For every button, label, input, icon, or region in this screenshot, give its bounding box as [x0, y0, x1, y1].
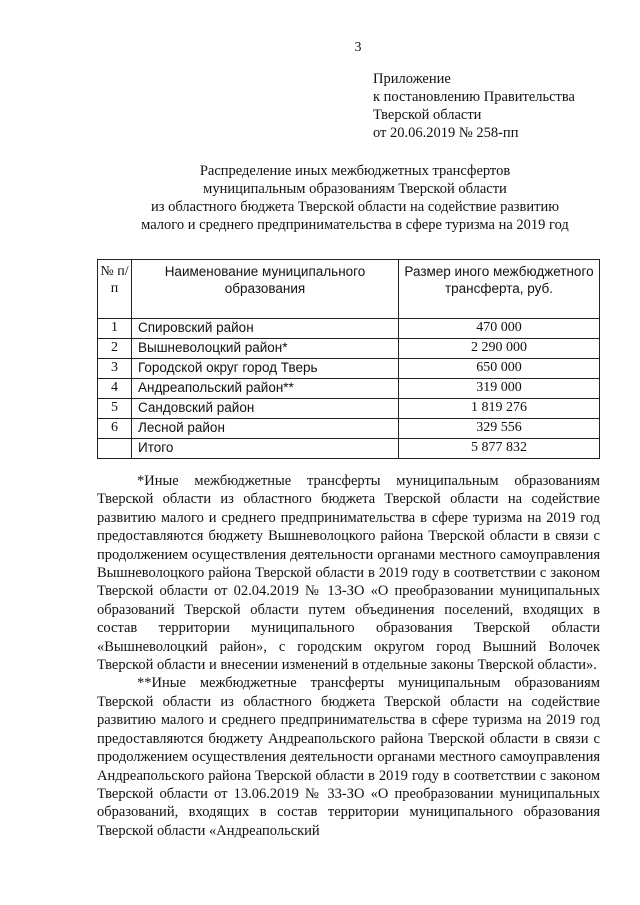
title-line: Распределение иных межбюджетных трансфертов: [199, 163, 511, 179]
title-line: из областного бюджета Тверской области на содействие развитию: [150, 199, 560, 215]
row-num: 2: [98, 339, 132, 359]
row-name: Спировский район: [132, 319, 399, 339]
row-name: Лесной район: [132, 419, 399, 439]
appendix-header: [373, 70, 575, 142]
row-name: Вышневолоцкий район*: [132, 339, 399, 359]
row-num: 6: [98, 419, 132, 439]
row-num: 5: [98, 399, 132, 419]
distribution-table: [97, 259, 600, 459]
row-num: 3: [98, 359, 132, 379]
appendix-line: Приложение: [373, 71, 451, 87]
row-name: Андреапольский район**: [132, 379, 399, 399]
row-amount: 5 877 832: [399, 439, 600, 459]
row-name: Итого: [132, 439, 399, 459]
row-amount: 2 290 000: [399, 339, 600, 359]
row-name: Городской округ город Тверь: [132, 359, 399, 379]
row-amount: 650 000: [399, 359, 600, 379]
header-amount: Размер иного межбюджетного трансферта, руб.: [399, 260, 600, 319]
table-row: [98, 359, 600, 379]
row-num: [98, 439, 132, 459]
table-row: [98, 319, 600, 339]
table-row: [98, 379, 600, 399]
row-num: 1: [98, 319, 132, 339]
row-num: 4: [98, 379, 132, 399]
title-line: муниципальным образованиям Тверской области: [203, 181, 507, 197]
appendix-line: от 20.06.2019 № 258-пп: [373, 125, 519, 141]
appendix-line: Тверской области: [373, 107, 482, 123]
row-amount: 319 000: [399, 379, 600, 399]
table-row: [98, 339, 600, 359]
row-amount: 329 556: [399, 419, 600, 439]
footnote-vyshnevolotsky: *Иные межбюджетные трансферты муниципальным образованиям Тверской области из областного бюджета Тверской области на содействие развитию малого и среднего предпринимательства в сфере туризма на 2019 год предоставляются бюджету Вышневолоцкого района Тверской области в связи с продолжением осуществления деятельности органами местного самоуправления Вышневолоцкого района Тверской области в 2019 году в соответствии с законом Тверской области от 02.04.2019 № 13-ЗО «О преобразовании муниципальных образований Тверской области путем объединения поселений, входящих в состав территории муниципального образования Тверской области «Вышневолоцкий район», с городским округом город Вышний Волочек Тверской области и внесении изменений в отдельные законы Тверской области».: [97, 473, 600, 674]
row-amount: 1 819 276: [399, 399, 600, 419]
table-row: [98, 399, 600, 419]
header-name: Наименование муниципального образования: [132, 260, 399, 319]
appendix-line: к постановлению Правительства: [373, 89, 575, 105]
document-title: [110, 162, 600, 234]
row-name: Сандовский район: [132, 399, 399, 419]
footnotes: [97, 472, 600, 840]
table-total-row: [98, 439, 600, 459]
table-row: [98, 419, 600, 439]
page-number: 3: [354, 40, 362, 55]
footnote-andreapolsky: **Иные межбюджетные трансферты муниципальным образованиям Тверской области из областного бюджета Тверской области на содействие развитию малого и среднего предпринимательства в сфере туризма на 2019 год предоставляются бюджету Андреапольского района Тверской области в связи с продолжением осуществления деятельности органами местного самоуправления Андреапольского района Тверской области в 2019 году в соответствии с законом Тверской области от 13.06.2019 № 33-ЗО «О преобразовании муниципальных образований, входящих в состав территории муниципального образования Тверской области «Андреапольский: [97, 675, 600, 839]
title-line: малого и среднего предпринимательства в сфере туризма на 2019 год: [141, 217, 569, 233]
row-amount: 470 000: [399, 319, 600, 339]
table-header-row: [98, 260, 600, 319]
header-num: № п/п: [98, 260, 132, 319]
